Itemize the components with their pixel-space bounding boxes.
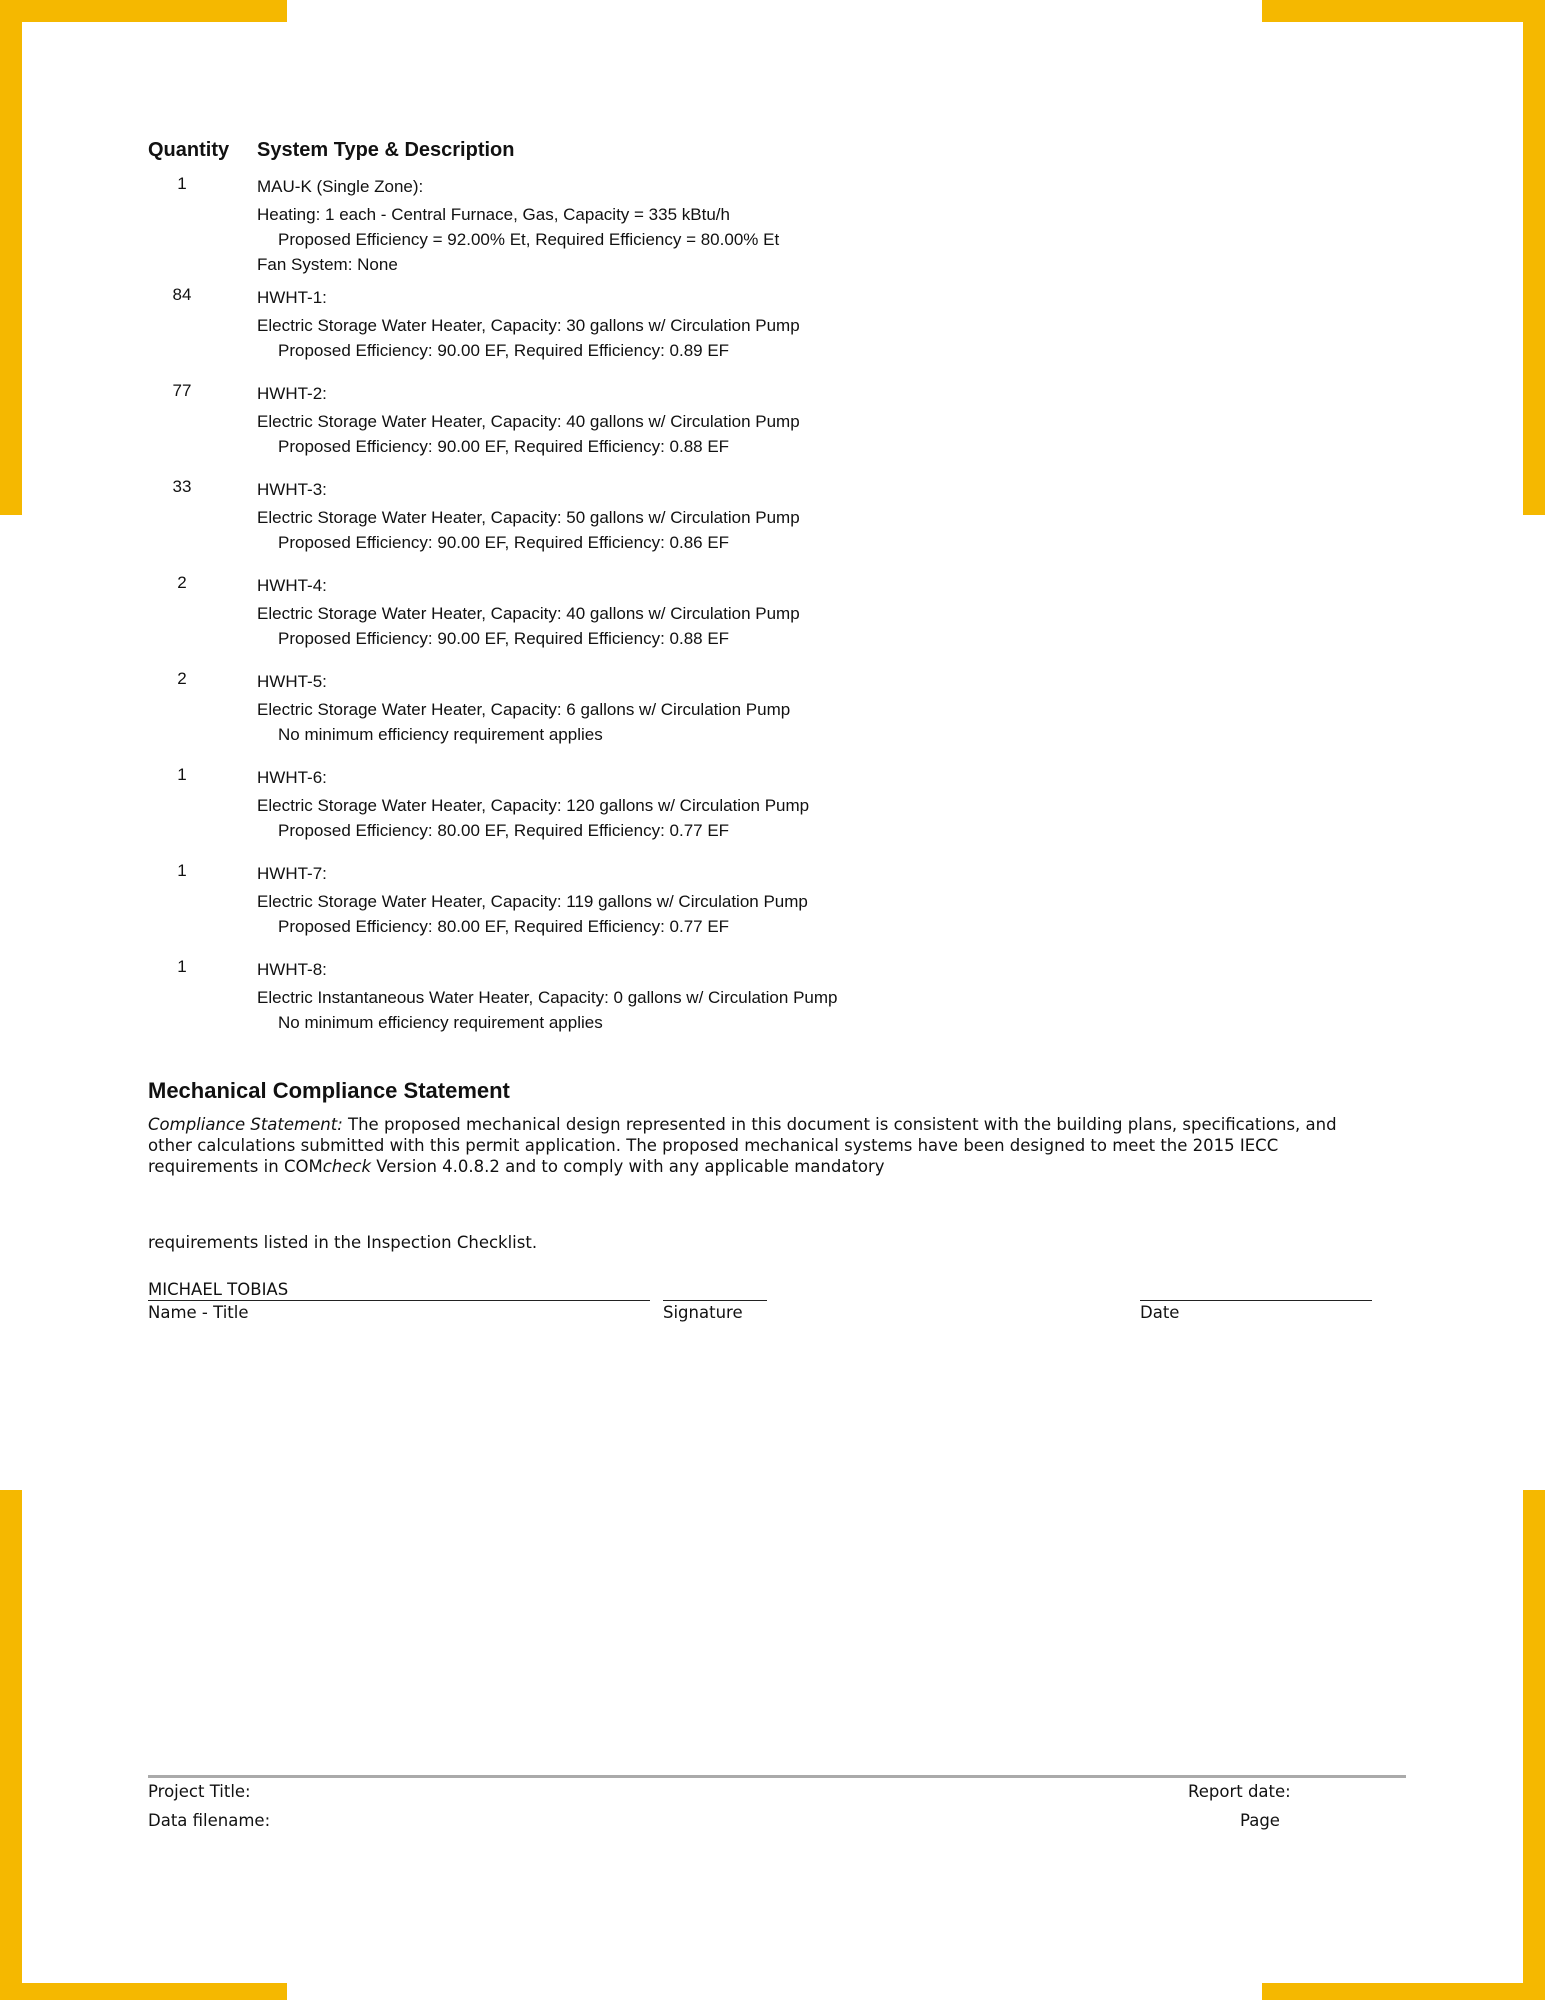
list-item <box>148 285 1348 381</box>
item-quantity: 1 <box>177 861 187 880</box>
item-efficiency: No minimum efficiency requirement applies <box>278 1013 603 1032</box>
item-efficiency: Proposed Efficiency: 90.00 EF, Required Efficiency: 0.89 EF <box>278 341 730 360</box>
quantity-header: Quantity <box>148 139 230 161</box>
item-quantity: 2 <box>177 669 187 688</box>
frame-top-right <box>1262 0 1545 22</box>
report-date-label: Report date: <box>1188 1782 1291 1801</box>
item-quantity: 77 <box>172 381 192 400</box>
item-efficiency: No minimum efficiency requirement applies <box>278 725 603 744</box>
item-quantity: 1 <box>177 957 187 976</box>
list-item <box>148 765 1348 861</box>
frame-left-upper <box>0 0 22 515</box>
list-item <box>148 381 1348 477</box>
item-name: HWHT-2: <box>257 384 327 403</box>
statement-text-a: The proposed mechanical design represented in this document is consistent with the building plans, specifications, and other calculations submitted with this permit application. The proposed mechanical systems have been designed to meet the 2015 IECC requirements in COM <box>148 1115 1337 1176</box>
item-quantity: 1 <box>177 174 187 193</box>
item-efficiency: Proposed Efficiency: 90.00 EF, Required Efficiency: 0.88 EF <box>278 437 730 456</box>
item-fan-system: Fan System: None <box>257 255 398 274</box>
list-item <box>148 174 1348 285</box>
item-name: HWHT-7: <box>257 864 327 883</box>
item-efficiency: Proposed Efficiency = 92.00% Et, Required Efficiency = 80.00% Et <box>278 230 780 249</box>
item-efficiency: Proposed Efficiency: 90.00 EF, Required Efficiency: 0.88 EF <box>278 629 730 648</box>
list-item <box>148 957 1348 1053</box>
item-description: Electric Storage Water Heater, Capacity: 6 gallons w/ Circulation Pump <box>257 700 791 719</box>
date-label: Date <box>1140 1303 1180 1322</box>
compliance-statement <box>148 1114 1363 1177</box>
frame-right-upper <box>1523 0 1545 515</box>
date-line <box>1140 1300 1372 1301</box>
item-quantity: 2 <box>177 573 187 592</box>
item-quantity: 33 <box>172 477 192 496</box>
section-title: Mechanical Compliance Statement <box>148 1078 510 1103</box>
list-item <box>148 861 1348 957</box>
item-name: HWHT-6: <box>257 768 327 787</box>
item-efficiency: Proposed Efficiency: 80.00 EF, Required Efficiency: 0.77 EF <box>278 821 730 840</box>
list-item <box>148 477 1348 573</box>
item-name: HWHT-5: <box>257 672 327 691</box>
compliance-statement-continued: requirements listed in the Inspection Checklist. <box>148 1233 538 1252</box>
item-name: HWHT-4: <box>257 576 327 595</box>
system-header: System Type & Description <box>257 139 515 161</box>
item-description: Electric Storage Water Heater, Capacity: 30 gallons w/ Circulation Pump <box>257 316 800 335</box>
system-list <box>148 174 1348 1053</box>
item-description: Electric Storage Water Heater, Capacity: 40 gallons w/ Circulation Pump <box>257 604 800 623</box>
item-description: Electric Storage Water Heater, Capacity: 119 gallons w/ Circulation Pump <box>257 892 808 911</box>
item-name: HWHT-3: <box>257 480 327 499</box>
item-description: Electric Instantaneous Water Heater, Capacity: 0 gallons w/ Circulation Pump <box>257 988 838 1007</box>
frame-bottom-right <box>1262 1983 1545 2000</box>
item-quantity: 84 <box>172 285 192 304</box>
item-description: Electric Storage Water Heater, Capacity: 50 gallons w/ Circulation Pump <box>257 508 800 527</box>
frame-top-left <box>0 0 287 22</box>
frame-right-lower <box>1523 1490 1545 2000</box>
name-line <box>148 1300 650 1301</box>
item-name: HWHT-8: <box>257 960 327 979</box>
statement-text-em: check <box>322 1157 371 1176</box>
name-value: MICHAEL TOBIAS <box>148 1280 289 1299</box>
footer-divider <box>148 1775 1406 1778</box>
item-description: Electric Storage Water Heater, Capacity: 120 gallons w/ Circulation Pump <box>257 796 810 815</box>
item-quantity: 1 <box>177 765 187 784</box>
item-name: MAU-K (Single Zone): <box>257 177 424 196</box>
page-label: Page <box>1240 1811 1280 1830</box>
frame-bottom-left <box>0 1983 287 2000</box>
item-description: Heating: 1 each - Central Furnace, Gas, Capacity = 335 kBtu/h <box>257 205 730 224</box>
statement-text-b: Version 4.0.8.2 and to comply with any applicable mandatory <box>371 1157 885 1176</box>
name-label: Name - Title <box>148 1303 249 1322</box>
list-item <box>148 669 1348 765</box>
project-title-label: Project Title: <box>148 1782 251 1801</box>
statement-lead: Compliance Statement: <box>148 1115 343 1134</box>
signature-line <box>663 1300 767 1301</box>
item-description: Electric Storage Water Heater, Capacity: 40 gallons w/ Circulation Pump <box>257 412 800 431</box>
signature-label: Signature <box>663 1303 743 1322</box>
item-name: HWHT-1: <box>257 288 327 307</box>
frame-left-lower <box>0 1490 22 2000</box>
data-filename-label: Data filename: <box>148 1811 271 1830</box>
item-efficiency: Proposed Efficiency: 80.00 EF, Required Efficiency: 0.77 EF <box>278 917 730 936</box>
item-efficiency: Proposed Efficiency: 90.00 EF, Required Efficiency: 0.86 EF <box>278 533 730 552</box>
list-item <box>148 573 1348 669</box>
